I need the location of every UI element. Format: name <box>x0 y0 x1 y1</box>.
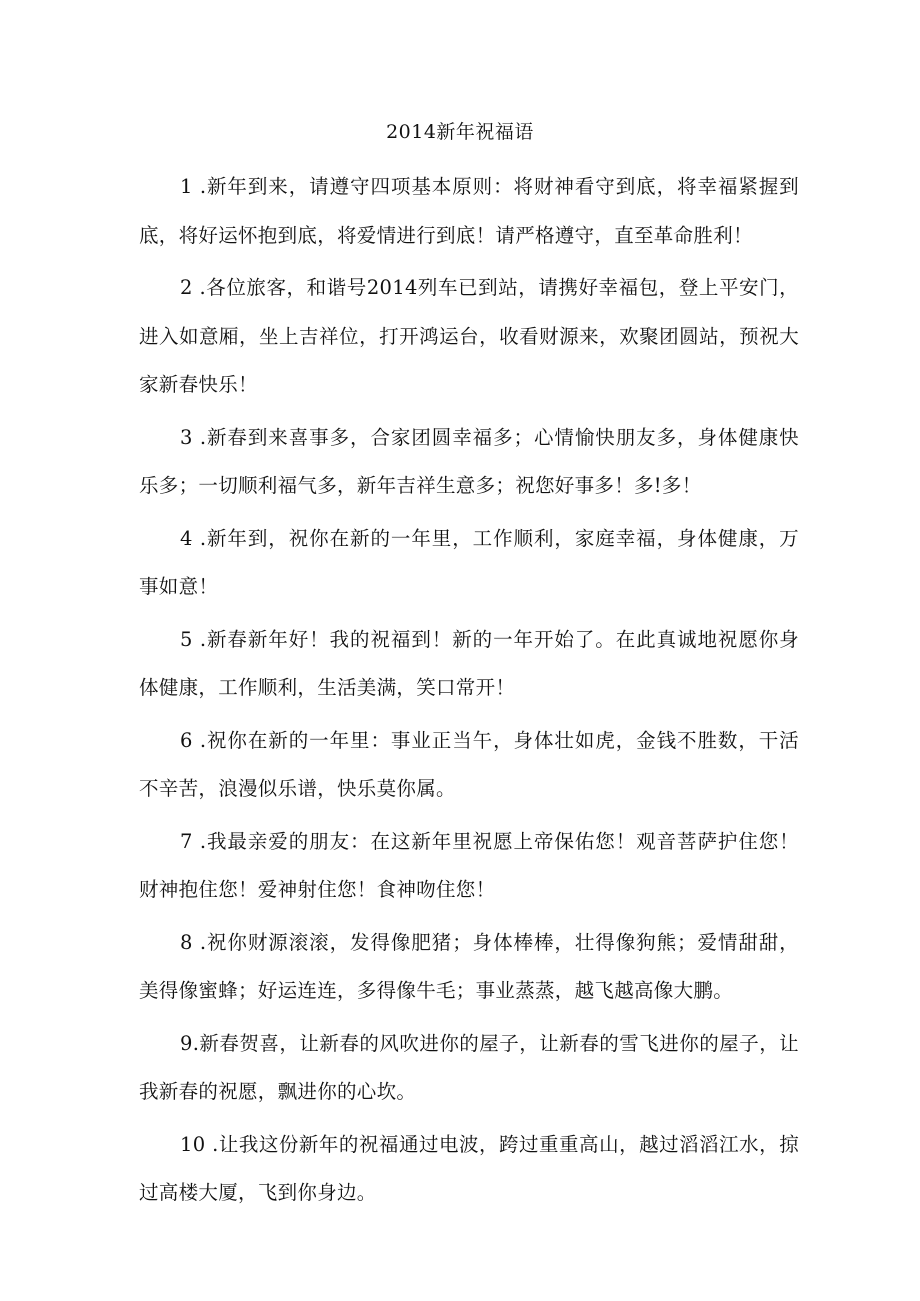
paragraph-text: 新春新年好！我的祝福到！新的一年开始了。在此真诚地祝愿你身体健康，工作顺利，生活美满，笑口常开！ <box>139 627 799 699</box>
paragraph-number: 3 . <box>180 425 207 449</box>
paragraph <box>139 818 799 915</box>
paragraph-text: 各位旅客，和谐号2014列车已到站，请携好幸福包，登上平安门，进入如意厢，坐上吉祥位，打开鸿运台，收看财源来，欢聚团圆站，预祝大家新春快乐！ <box>139 276 799 396</box>
paragraph-text: 新春贺喜，让新春的风吹进你的屋子，让新春的雪飞进你的屋子，让我新春的祝愿，飘进你的心坎。 <box>139 1031 799 1103</box>
paragraph <box>139 515 799 612</box>
paragraph <box>139 1020 799 1117</box>
paragraph-text: 祝你在新的一年里：事业正当午，身体壮如虎，金钱不胜数，干活不辛苦，浪漫似乐谱，快乐莫你属。 <box>139 728 799 800</box>
paragraph <box>139 414 799 511</box>
paragraph-number: 4 . <box>180 526 207 550</box>
paragraph-text: 我最亲爱的朋友：在这新年里祝愿上帝保佑您！观音菩萨护住您！财神抱住您！爱神射住您！食神吻住您！ <box>139 829 799 901</box>
paragraph-text: 新春到来喜事多，合家团圆幸福多；心情愉快朋友多，身体健康快乐多；一切顺利福气多，新年吉祥生意多；祝您好事多！多!多！ <box>139 425 799 497</box>
paragraph-number: 7 . <box>180 829 207 853</box>
paragraph-text: 新年到来，请遵守四项基本原则：将财神看守到底，将幸福紧握到底，将好运怀抱到底，将爱情进行到底！请严格遵守，直至革命胜利！ <box>139 175 799 247</box>
paragraph-number: 2 . <box>180 276 206 299</box>
paragraph-number: 9. <box>180 1031 200 1055</box>
paragraph-number: 10 . <box>180 1132 219 1156</box>
document-title: 2014新年祝福语 <box>386 121 534 143</box>
paragraph-number: 6 . <box>180 728 207 752</box>
paragraph-number: 8 . <box>180 930 207 954</box>
paragraph <box>139 163 799 260</box>
paragraph <box>139 264 799 410</box>
paragraph <box>139 616 799 713</box>
document-body <box>139 163 799 1222</box>
paragraph-number: 1 . <box>180 175 207 198</box>
paragraph-number: 5 . <box>180 627 207 651</box>
paragraph-text: 让我这份新年的祝福通过电波，跨过重重高山，越过滔滔江水，掠过高楼大厦，飞到你身边。 <box>139 1132 799 1204</box>
paragraph-text: 新年到，祝你在新的一年里，工作顺利，家庭幸福，身体健康，万事如意！ <box>139 526 799 598</box>
paragraph <box>139 717 799 814</box>
paragraph <box>139 1121 799 1218</box>
paragraph-text: 祝你财源滚滚，发得像肥猪；身体棒棒，壮得像狗熊；爱情甜甜，美得像蜜蜂；好运连连，多得像牛毛；事业蒸蒸，越飞越高像大鹏。 <box>139 930 799 1002</box>
paragraph <box>139 919 799 1016</box>
